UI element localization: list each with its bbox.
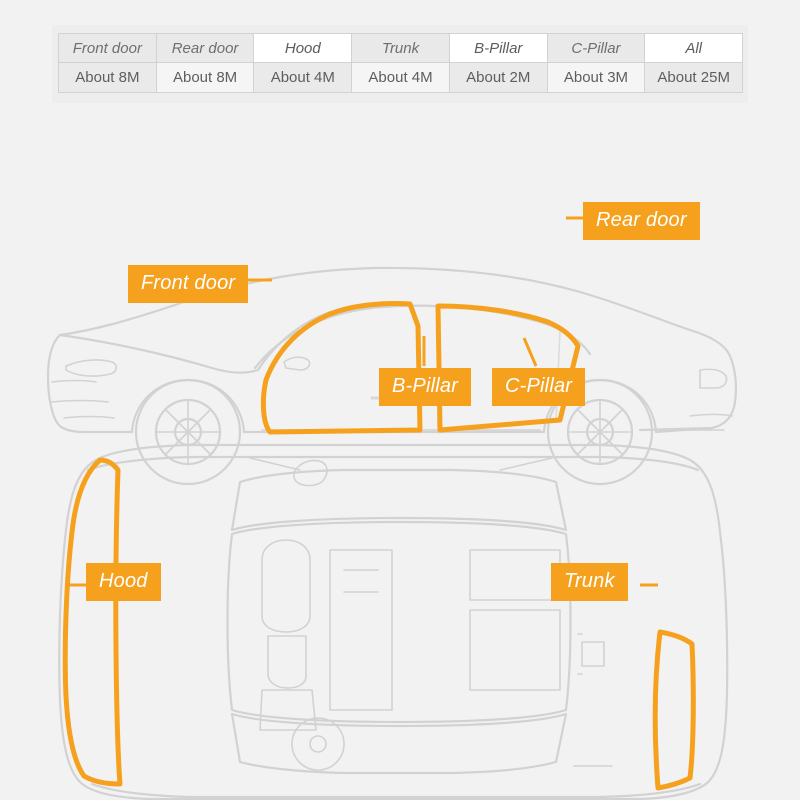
callout-trunk[interactable]: Trunk [551,563,628,601]
spec-table-header-row [58,33,742,63]
spec-cell-value-c-pillar: About 3M [547,63,646,93]
spec-cell-name-hood[interactable]: Hood [253,33,352,63]
top-view-highlights [65,460,693,788]
callout-hood[interactable]: Hood [86,563,161,601]
spec-cell-value-front-door: About 8M [58,63,157,93]
spec-table-value-row [58,63,742,93]
callout-c-pillar[interactable]: C-Pillar [492,368,585,406]
spec-cell-name-front-door[interactable]: Front door [58,33,157,63]
spec-cell-name-c-pillar[interactable]: C-Pillar [547,33,646,63]
callout-front-door[interactable]: Front door [128,265,248,303]
spec-cell-value-rear-door: About 8M [156,63,255,93]
car-diagram [0,130,800,800]
spec-cell-name-trunk[interactable]: Trunk [351,33,450,63]
spec-cell-value-b-pillar: About 2M [449,63,548,93]
spec-cell-name-b-pillar[interactable]: B-Pillar [449,33,548,63]
spec-cell-value-hood: About 4M [253,63,352,93]
callout-b-pillar[interactable]: B-Pillar [379,368,471,406]
spec-cell-value-all: About 25M [644,63,743,93]
spec-cell-value-trunk: About 4M [351,63,450,93]
top-view-car-outline [59,445,727,800]
callout-rear-door[interactable]: Rear door [583,202,700,240]
spec-table [52,25,748,103]
spec-cell-name-rear-door[interactable]: Rear door [156,33,255,63]
spec-cell-name-all[interactable]: All [644,33,743,63]
